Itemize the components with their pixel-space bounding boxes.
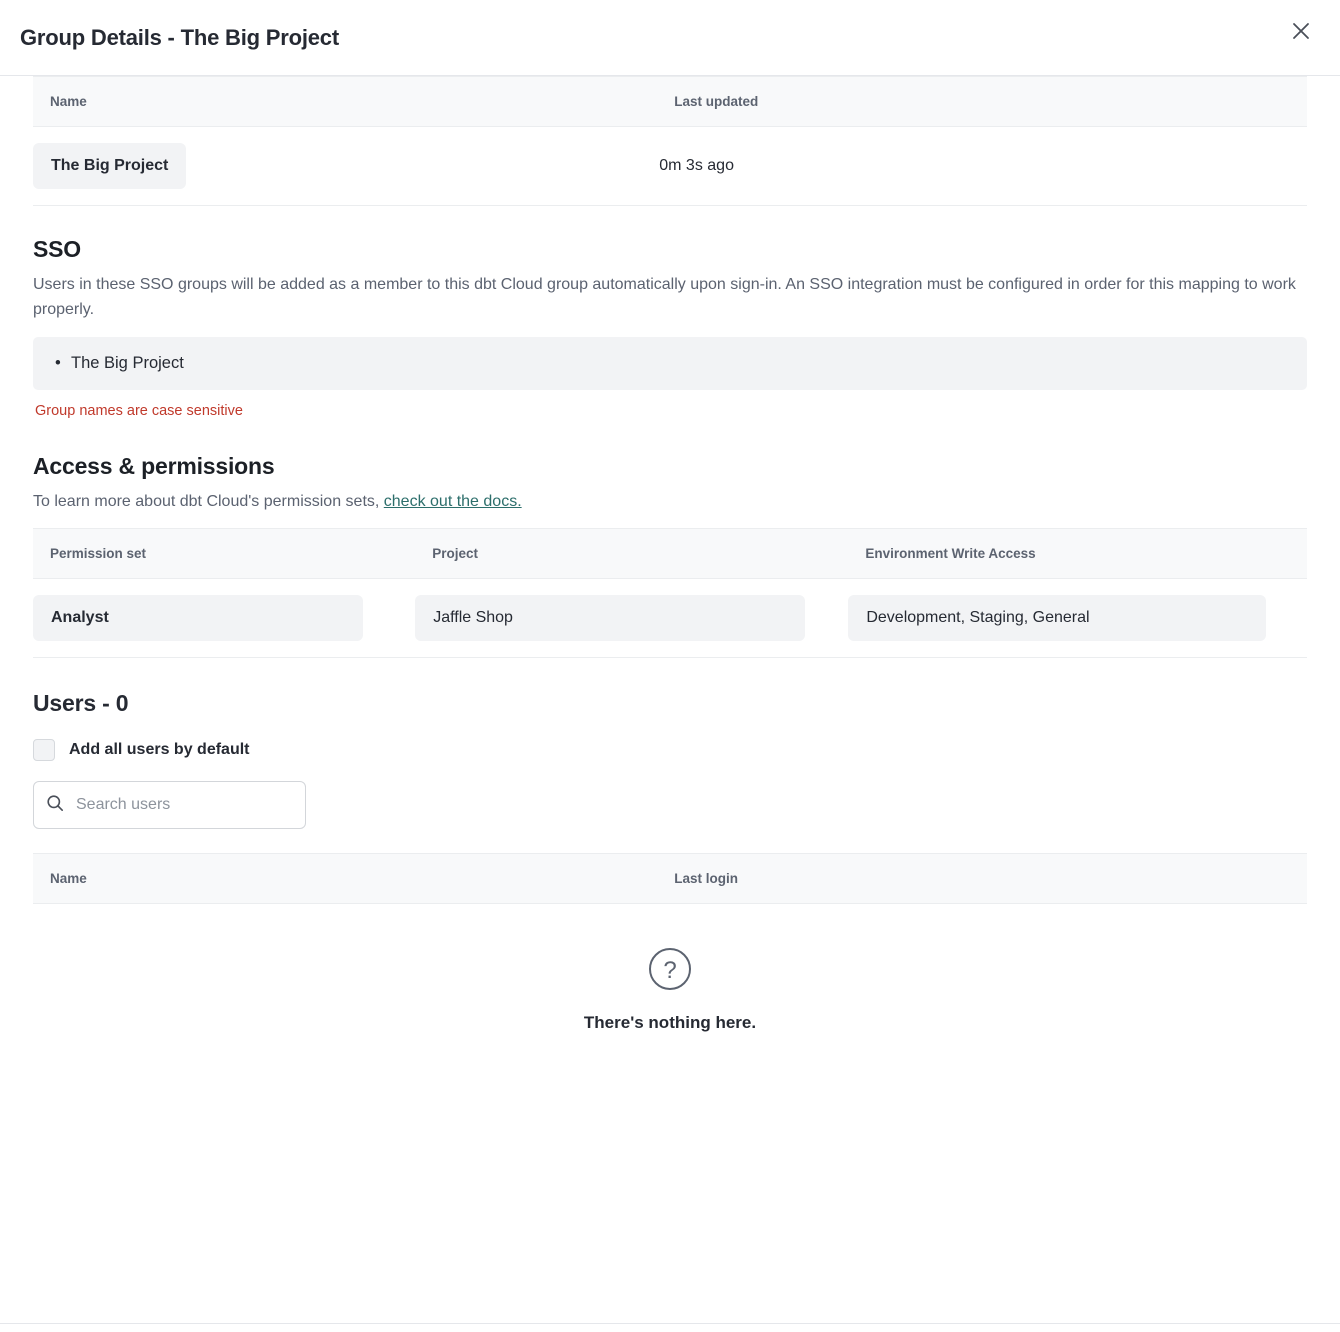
sso-group-name: The Big Project xyxy=(71,353,184,372)
group-name-cell xyxy=(33,127,657,206)
sso-case-warning: Group names are case sensitive xyxy=(35,402,243,419)
group-last-updated-cell xyxy=(657,127,1307,206)
permission-set-cell xyxy=(33,579,415,658)
group-name-pill: The Big Project xyxy=(33,143,186,189)
docs-link[interactable]: check out the docs. xyxy=(383,492,522,510)
users-empty-state xyxy=(33,904,1307,1033)
permissions-table xyxy=(33,528,1307,658)
column-header-project: Project xyxy=(415,529,848,579)
table-header-row xyxy=(33,77,1307,127)
svg-text:?: ? xyxy=(663,957,677,985)
question-circle-icon xyxy=(647,957,693,996)
column-header-last-login: Last login xyxy=(657,854,1307,904)
sso-group-box xyxy=(33,337,1307,390)
add-all-users-checkbox[interactable] xyxy=(33,739,55,761)
project-pill: Jaffle Shop xyxy=(415,595,805,641)
add-all-users-label: Add all users by default xyxy=(69,741,250,759)
access-description-text: To learn more about dbt Cloud's permission sets, xyxy=(33,492,384,510)
table-row xyxy=(33,127,1307,206)
environment-write-access-pill: Development, Staging, General xyxy=(848,595,1266,641)
add-all-users-row[interactable] xyxy=(33,739,1307,761)
bullet-icon: • xyxy=(55,353,61,372)
search-icon xyxy=(46,794,64,817)
users-table xyxy=(33,853,1307,904)
search-input[interactable] xyxy=(74,795,293,815)
access-description xyxy=(33,490,1298,515)
page-title: Group Details - The Big Project xyxy=(20,24,339,50)
modal-footer xyxy=(0,1323,1340,1332)
sso-heading: SSO xyxy=(33,236,81,262)
table-row xyxy=(33,579,1307,658)
column-header-permission-set: Permission set xyxy=(33,529,415,579)
search-users-field[interactable] xyxy=(33,781,306,829)
close-icon[interactable] xyxy=(1286,16,1316,46)
group-last-updated-value: 0m 3s ago xyxy=(659,157,734,174)
modal-body xyxy=(0,76,1340,1033)
table-header-row xyxy=(33,854,1307,904)
environment-write-access-cell xyxy=(848,579,1307,658)
users-heading: Users - 0 xyxy=(33,690,129,717)
column-header-user-name: Name xyxy=(33,854,657,904)
access-heading: Access & permissions xyxy=(33,452,275,479)
empty-state-text: There's nothing here. xyxy=(583,1013,757,1033)
permission-set-pill: Analyst xyxy=(33,595,363,641)
column-header-last-updated: Last updated xyxy=(657,77,1307,127)
table-header-row xyxy=(33,529,1307,579)
modal-header xyxy=(0,0,1340,76)
group-table xyxy=(33,76,1307,206)
sso-description: Users in these SSO groups will be added as a member to this dbt Cloud group automatically upon sign-in. An SSO integration must be configured in order for this mapping to work properly. xyxy=(33,276,1296,318)
column-header-name: Name xyxy=(33,77,657,127)
project-cell xyxy=(415,579,848,658)
column-header-environment-write-access: Environment Write Access xyxy=(848,529,1307,579)
